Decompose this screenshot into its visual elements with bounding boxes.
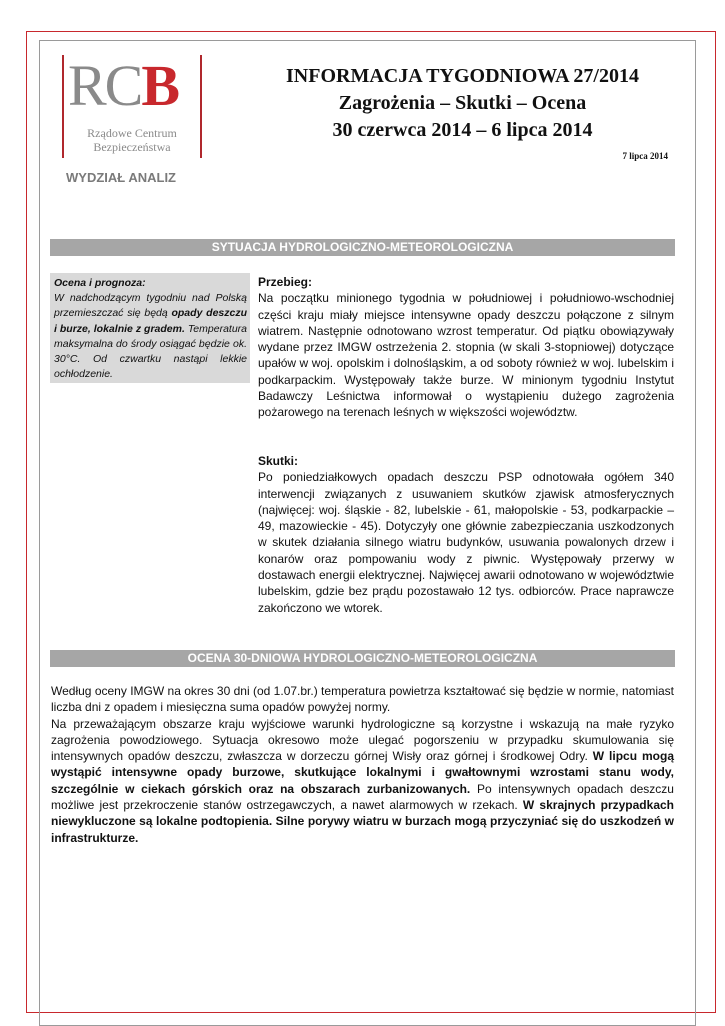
logo-subtitle-line2: Bezpieczeństwa xyxy=(93,140,171,154)
logo-subtitle xyxy=(70,126,194,154)
przebieg-heading: Przebieg: xyxy=(258,275,313,289)
logo-subtitle-line1: Rządowe Centrum xyxy=(87,126,177,140)
assessment-paragraph1: Według oceny IMGW na okres 30 dni (od 1.07.br.) temperatura powietrza kształtować się będzie w normie, natomiast liczba dni z opadem i miesięczna suma opadów powyżej normy. xyxy=(51,684,674,715)
section1-heading: SYTUACJA HYDROLOGICZNO-METEOROLOGICZNA xyxy=(50,239,675,256)
forecast-heading: Ocena i prognoza: xyxy=(54,277,146,289)
logo-rule-right xyxy=(200,55,202,158)
assessment-30day xyxy=(51,683,674,846)
skutki-text: Po poniedziałkowych opadach deszczu PSP odnotowała ogółem 340 interwencji związanych z usuwaniem skutków zjawisk atmosferycznych (najwięcej: woj. śląskie - 82, lubelskie - 61, małopolskie - 53, podkarpackie – 49, mazowieckie - 45). Dotyczyły one głównie zabezpieczania uszkodzonych w skutek działania silnego wiatru budynków, usuwania powalonych drzew i konarów oraz pompowaniu wody z piwnic. Występowały przerwy w dostawach energii elektrycznej. Najwięcej awarii odnotowano w województwie lubelskim, gdzie bez prądu pozostawało 12 tys. odbiorców. Prace naprawcze zakończono we wtorek. xyxy=(258,470,674,615)
forecast-text: W nadchodzącym tygodniu nad Polską przemieszczać się będą opady deszczu i burze, lokalnie z gradem. Temperatura maksymalna do środy osiągać będzie ok. 30°C. Od czwartku nastąpi lekkie ochłodzenie. xyxy=(54,292,248,381)
title-line2: Zagrożenia – Skutki – Ocena xyxy=(338,92,587,114)
skutki-section xyxy=(258,453,674,616)
title-line3: 30 czerwca 2014 – 6 lipca 2014 xyxy=(332,119,593,141)
rcb-logo: RCB xyxy=(68,53,179,118)
przebieg-text: Na początku minionego tygodnia w południowej i południowo-wschodniej części kraju miały miejsce intensywne opady deszczu połączone z silnym wiatrem. Następnie odnotowano wzrost temperatur. Od piątku obowiązywały wydane przez IMGW ostrzeżenia 2. stopnia (w skali 3-stopniowej) dotyczące upałów w woj. opolskim i dolnośląskim, a od soboty również w woj. lubelskim i podkarpackim. Występowały także burze. W minionym tygodniu Instytut Badawczy Leśnictwa informował o wystąpieniu dużego zagrożenia pożarowego na terenach leśnych w większości województw. xyxy=(258,291,674,420)
title-line1: INFORMACJA TYGODNIOWA 27/2014 xyxy=(286,65,639,87)
przebieg-section xyxy=(258,274,674,421)
department-label: WYDZIAŁ ANALIZ xyxy=(66,170,176,185)
skutki-heading: Skutki: xyxy=(258,454,299,468)
forecast-box xyxy=(50,273,250,383)
section2-heading: OCENA 30-DNIOWA HYDROLOGICZNO-METEOROLOGICZNA xyxy=(50,650,675,667)
document-title xyxy=(235,63,690,144)
logo-rule-left xyxy=(62,55,64,158)
issue-date: 7 lipca 2014 xyxy=(622,151,668,161)
assessment-paragraph2: Na przeważającym obszarze kraju wyjściowe warunki hydrologiczne są korzystne i wskazują na małe ryzyko zagrożenia powodziowego. Sytuacja okresowo może ulegać pogorszeniu w przypadku skumulowania się intensywnych opadów deszczu, zwłaszcza w dorzeczu górnej Wisły oraz górnej i środkowej Odry. W lipcu mogą wystąpić intensywne opady burzowe, skutkujące lokalnymi i gwałtownymi wzrostami stanu wody, szczególnie w ciekach górskich oraz na obszarach zurbanizowanych. Po intensywnych opadach deszczu możliwe jest przekroczenie stanów ostrzegawczych, a nawet alarmowych w rzekach. W skrajnych przypadkach niewykluczone są lokalne podtopienia. Silne porywy wiatru w burzach mogą przyczyniać się do uszkodzeń w infrastrukturze. xyxy=(51,716,674,845)
